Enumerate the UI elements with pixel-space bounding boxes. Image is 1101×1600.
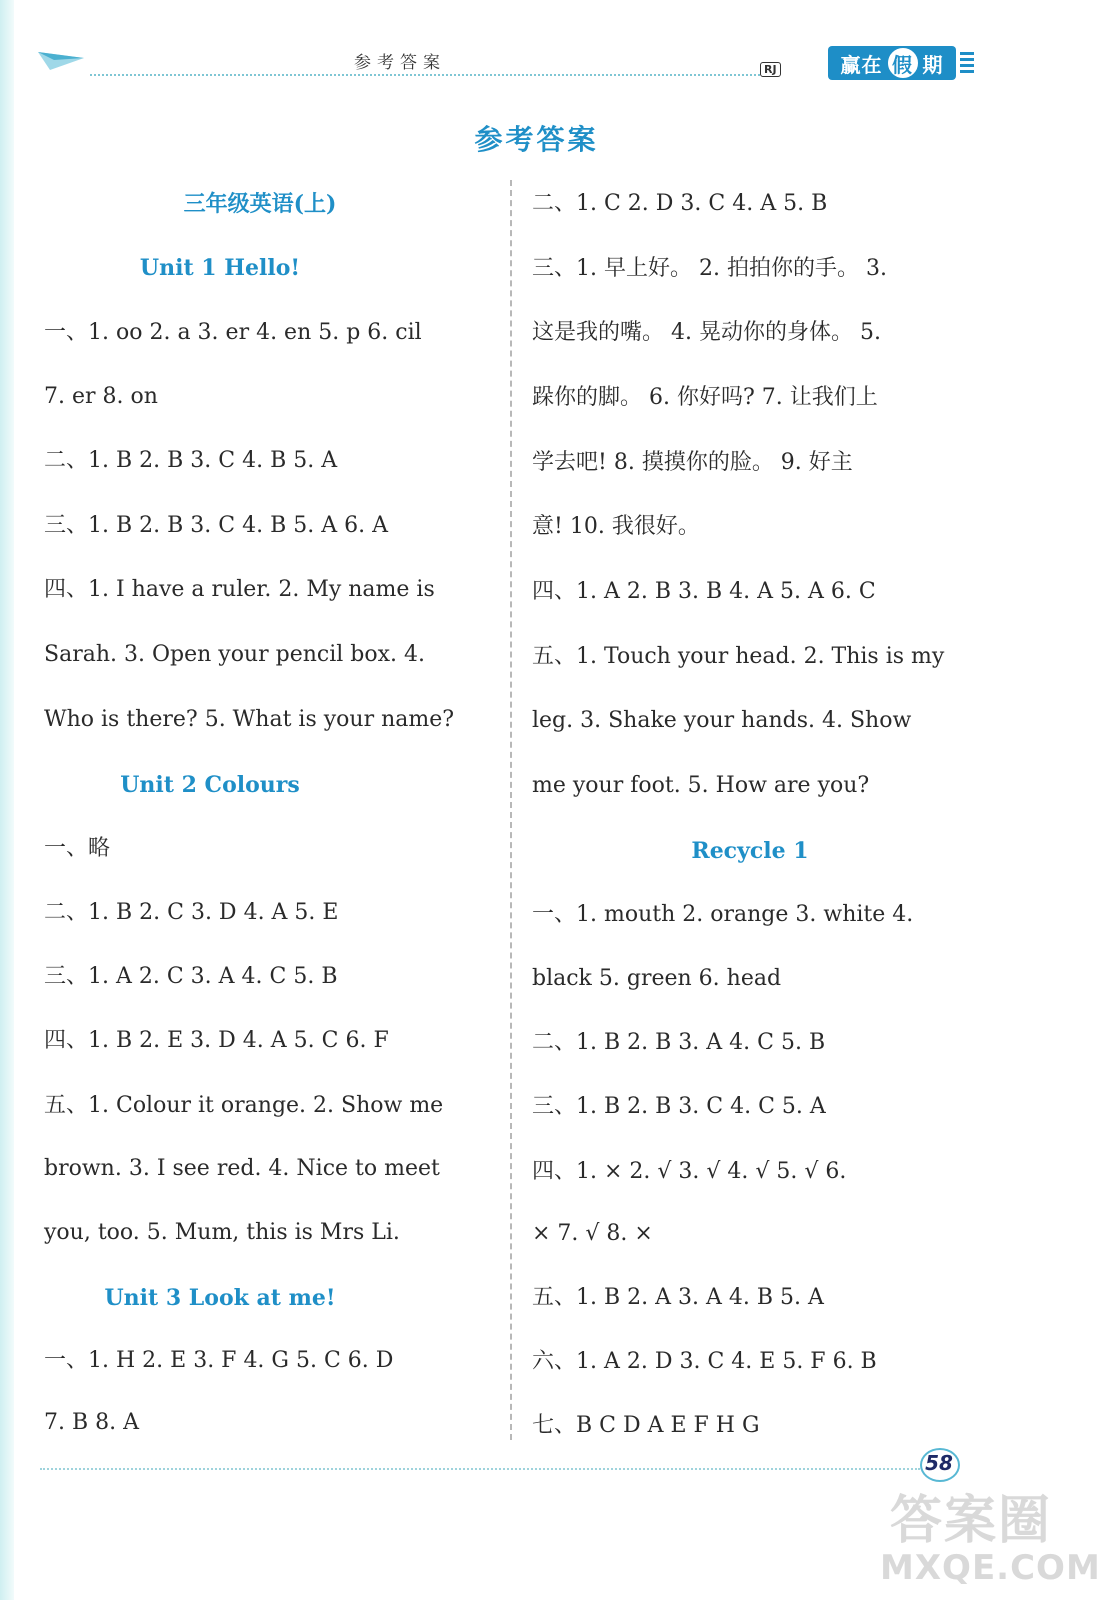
answer-line: 五、1. B 2. A 3. A 4. B 5. A <box>532 1285 824 1310</box>
unit3-heading: Unit 3 Look at me! <box>104 1285 336 1311</box>
unit2-heading: Unit 2 Colours <box>120 772 300 798</box>
answer-line: 三、1. 早上好。 2. 拍拍你的手。 3. <box>532 256 887 281</box>
answer-line: brown. 3. I see red. 4. Nice to meet <box>44 1156 440 1181</box>
answer-line: 意! 10. 我很好。 <box>532 514 700 539</box>
answer-line: 一、略 <box>44 836 111 861</box>
answer-line: 三、1. A 2. C 3. A 4. C 5. B <box>44 964 338 989</box>
page-number: 58 <box>918 1446 960 1480</box>
answer-line: 四、1. A 2. B 3. B 4. A 5. A 6. C <box>532 579 876 604</box>
answer-line: 三、1. B 2. B 3. C 4. C 5. A <box>532 1094 826 1119</box>
grade-heading: 三年级英语(上) <box>183 191 337 217</box>
answer-line: 四、1. I have a ruler. 2. My name is <box>44 577 435 602</box>
watermark-logo-text: 答案圈 <box>890 1491 1053 1551</box>
brand-text-right: 期 <box>922 52 944 77</box>
answer-line: 一、1. mouth 2. orange 3. white 4. <box>532 902 914 927</box>
answer-line: 二、1. C 2. D 3. C 4. A 5. B <box>532 191 828 216</box>
answer-line: 七、B C D A E F H G <box>532 1413 760 1438</box>
column-divider <box>510 180 512 1440</box>
answer-line: × 7. √ 8. × <box>532 1221 653 1246</box>
paper-plane-icon <box>36 44 86 74</box>
answer-line: you, too. 5. Mum, this is Mrs Li. <box>44 1220 400 1245</box>
answer-line: 学去吧! 8. 摸摸你的脸。 9. 好主 <box>532 450 853 475</box>
page-edge-strip <box>0 0 14 1600</box>
answer-line: 7. er 8. on <box>44 384 158 409</box>
answer-line: 五、1. Colour it orange. 2. Show me <box>44 1093 444 1118</box>
answer-line: 四、1. B 2. E 3. D 4. A 5. C 6. F <box>44 1028 389 1053</box>
unit1-heading: Unit 1 Hello! <box>139 255 301 281</box>
page-header <box>0 0 1073 90</box>
page-title: 参考答案 <box>474 123 599 156</box>
answer-line: 六、1. A 2. D 3. C 4. E 5. F 6. B <box>532 1349 877 1374</box>
footer-divider <box>40 1468 920 1470</box>
answer-line: 二、1. B 2. C 3. D 4. A 5. E <box>44 900 339 925</box>
watermark-url: MXQE.COM <box>880 1548 1101 1588</box>
answer-line: 跺你的脚。 6. 你好吗? 7. 让我们上 <box>532 385 878 410</box>
answer-line: 五、1. Touch your head. 2. This is my <box>532 644 945 669</box>
answer-line: 一、1. H 2. E 3. F 4. G 5. C 6. D <box>44 1348 394 1373</box>
answer-line: 二、1. B 2. B 3. A 4. C 5. B <box>532 1030 826 1055</box>
answer-line: 这是我的嘴。 4. 晃动你的身体。 5. <box>532 320 881 345</box>
answer-line: Who is there? 5. What is your name? <box>44 707 455 732</box>
header-divider <box>90 74 760 76</box>
site-watermark <box>880 1478 1101 1596</box>
brand-text-left: 赢在 <box>840 52 883 77</box>
answer-line: leg. 3. Shake your hands. 4. Show <box>532 708 912 733</box>
brand-stripes <box>960 52 974 74</box>
answer-line: 二、1. B 2. B 3. C 4. B 5. A <box>44 448 338 473</box>
answer-line: me your foot. 5. How are you? <box>532 773 870 798</box>
edition-badge: RJ <box>760 62 781 77</box>
brand-text-mid: 假 <box>886 46 920 80</box>
answer-line: black 5. green 6. head <box>532 966 782 991</box>
header-title: 参考答案 <box>354 53 446 73</box>
brand-logo <box>828 46 956 80</box>
answer-line: Sarah. 3. Open your pencil box. 4. <box>44 642 425 667</box>
answer-line: 四、1. × 2. √ 3. √ 4. √ 5. √ 6. <box>532 1159 847 1184</box>
recycle-heading: Recycle 1 <box>691 838 809 864</box>
answer-line: 一、1. oo 2. a 3. er 4. en 5. p 6. cil <box>44 320 422 345</box>
answer-line: 7. B 8. A <box>44 1410 140 1435</box>
answer-line: 三、1. B 2. B 3. C 4. B 5. A 6. A <box>44 513 388 538</box>
